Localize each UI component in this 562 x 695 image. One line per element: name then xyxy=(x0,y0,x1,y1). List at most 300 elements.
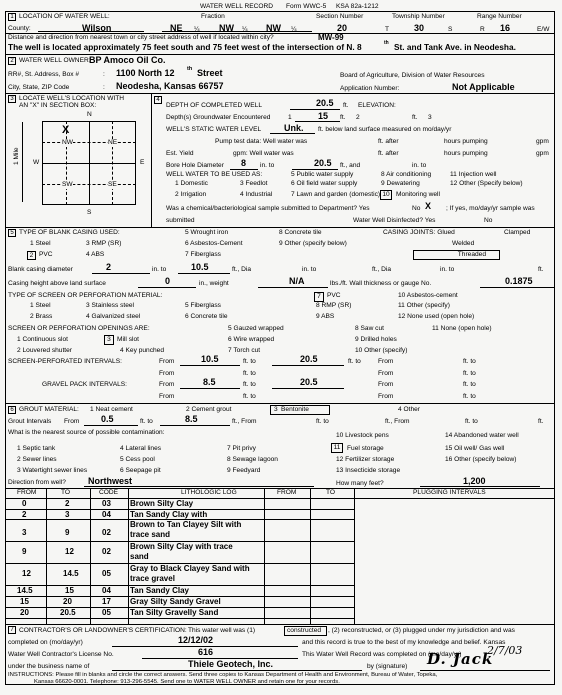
line xyxy=(142,658,298,659)
cert-text-3: This Water Well Record was completed on (mo/day/yr) xyxy=(302,651,462,658)
gauge-value: 0.1875 xyxy=(505,276,533,286)
joint-welded: Welded xyxy=(452,240,475,247)
screen-abs: 9 ABS xyxy=(316,313,335,320)
line xyxy=(112,670,362,671)
line xyxy=(38,31,144,32)
ft-after: ft. after xyxy=(378,150,399,157)
ft-dia: ft., Dia xyxy=(372,266,392,273)
hours-label: hours pumping xyxy=(444,138,488,145)
screen-label: TYPE OF SCREEN OR PERFORATION MATERIAL: xyxy=(8,292,163,299)
mile-bar xyxy=(22,122,23,202)
gw1-label: 1 xyxy=(288,114,292,121)
log-header-pfrom: FROM xyxy=(277,489,297,496)
grout-bentonite: Bentonite xyxy=(281,406,309,413)
log-desc: Gray Silty Sandy Gravel xyxy=(130,597,221,606)
screen-fiberglass: 5 Fiberglass xyxy=(185,302,221,309)
grout-cement: 2 Cement grout xyxy=(186,406,232,413)
distance-label: Distance and direction from nearest town or city street address of well if located within city? xyxy=(8,34,274,41)
location-x: X xyxy=(62,124,70,136)
static-label: WELL'S STATIC WATER LEVEL xyxy=(166,126,262,133)
contam-lateral: 4 Lateral lines xyxy=(120,445,162,452)
west-label: W xyxy=(33,159,40,166)
county-value: Wilson xyxy=(82,23,112,33)
township-label: Township Number xyxy=(392,13,445,20)
casing-steel: 1 Steel xyxy=(30,240,51,247)
ft-to: ft. to xyxy=(243,381,256,388)
direction-label: Direction from well? xyxy=(8,479,66,486)
contam-oilwell: 15 Oil well/ Gas well xyxy=(445,445,505,452)
application-label: Application Number: xyxy=(340,85,400,92)
ft-label: ft. xyxy=(538,266,544,273)
grid-sub xyxy=(42,184,136,185)
perf-none: 11 None (open hole) xyxy=(432,325,492,332)
s1-label: LOCATION OF WATER WELL: xyxy=(19,13,110,20)
perf-mill: Mill slot xyxy=(117,336,139,343)
blank-label: Blank casing diameter xyxy=(8,266,73,273)
perf-mill-circle: 3 xyxy=(104,335,114,345)
gp-label: GRAVEL PACK INTERVALS: xyxy=(42,381,128,388)
ksa-number: KSA 82a-1212 xyxy=(336,3,379,10)
ft-dia: ft., Dia xyxy=(232,266,252,273)
north-label: N xyxy=(87,111,92,118)
log-to: 3 xyxy=(65,510,70,519)
log-code: 17 xyxy=(102,597,111,606)
grid-sub xyxy=(42,142,136,143)
cert-text-2: and this record is true to the best of my knowledge and belief. Kansas xyxy=(302,639,506,646)
range-label: Range Number xyxy=(477,13,522,20)
ft-from: ft., From xyxy=(385,418,410,425)
log-from: 9 xyxy=(22,547,27,556)
address-colon: : xyxy=(103,71,105,78)
t-label: T xyxy=(385,26,390,33)
owner-value: BP Amoco Oil Co. xyxy=(89,55,166,65)
from-label: From xyxy=(64,418,80,425)
ft-to: ft. to xyxy=(316,418,329,425)
cert-constructed-circle: constructed xyxy=(284,626,327,636)
log-to: 20 xyxy=(63,597,72,606)
casing-concrete: 8 Concrete tile xyxy=(279,229,322,236)
weight-value: N/A xyxy=(289,276,305,286)
ft-to: ft. to xyxy=(140,418,153,425)
disinfected: Water Well Disinfected? Yes xyxy=(353,217,436,224)
range-value: 16 xyxy=(500,23,511,33)
casing-pvc: PVC xyxy=(39,251,53,258)
chem-if: ; If yes, mo/day/yr sample was xyxy=(446,205,535,212)
screen-none: 12 None used (open hole) xyxy=(398,313,475,320)
log-header-pto: TO xyxy=(326,489,336,496)
contam-feedyard: 9 Feedyard xyxy=(227,467,261,474)
license-value: 616 xyxy=(198,647,214,657)
contam-sewer: 2 Sewer lines xyxy=(17,456,57,463)
log-desc: trace sand xyxy=(130,530,171,539)
perf-drilled: 9 Drilled holes xyxy=(355,336,397,343)
contam-label: What is the nearest source of possible contamination: xyxy=(8,429,165,436)
use-domestic: 1 Domestic xyxy=(175,180,208,187)
th-sup: th xyxy=(384,40,389,46)
log-desc: Tan Sandy Clay xyxy=(130,586,189,595)
log-from: 12 xyxy=(22,569,31,578)
rule xyxy=(5,93,555,94)
line xyxy=(180,388,240,389)
from-label: From xyxy=(378,358,394,365)
bore-to: 20.5 xyxy=(314,158,332,168)
signature-label: by (signature) xyxy=(367,663,408,670)
s2-number: 2 xyxy=(8,57,16,65)
joint-threaded: Threaded xyxy=(413,250,500,260)
log-to: 2 xyxy=(65,499,70,508)
log-desc: Brown to Tan Clayey Silt with xyxy=(130,520,242,529)
use-dewatering: 9 Dewatering xyxy=(381,180,420,187)
log-header-lithologic: LITHOLOGIC LOG xyxy=(181,489,237,496)
log-header-from: FROM xyxy=(17,489,37,496)
screen-rmp: 8 RMP (SR) xyxy=(316,302,352,309)
screen-other: 11 Other (specify) xyxy=(398,302,450,309)
casing-fiberglass: 7 Fiberglass xyxy=(185,251,221,258)
log-from: 20 xyxy=(20,608,29,617)
grout-bentonite-circle: 3 xyxy=(270,405,330,415)
contam-cess: 5 Cess pool xyxy=(120,456,155,463)
grout-other: 4 Other xyxy=(398,406,420,413)
perf-louvered: 2 Louvered shutter xyxy=(17,347,72,354)
elevation-label: ELEVATION: xyxy=(358,102,396,109)
south-label: S xyxy=(87,209,92,216)
signed-date: 2/7/03 xyxy=(487,644,523,657)
groundwater-label: Depth(s) Groundwater Encountered xyxy=(166,114,271,121)
submitted: submitted xyxy=(166,217,195,224)
instructions-2: Kansas 66620-0001. Telephone: 913-296-5545. Send one to WATER WELL OWNER and retain one for your records. xyxy=(34,679,340,685)
form-number: Form WWC-5 xyxy=(286,3,327,10)
gw2-label: 2 xyxy=(356,114,360,121)
log-from: 3 xyxy=(22,528,27,537)
instructions: INSTRUCTIONS: Please fill in blanks and circle the correct answers. Send three copies to Kansas Department of Health and Environment, Bureau of Water, Topeka, xyxy=(8,672,438,678)
quarter-2: ¼ xyxy=(242,26,248,33)
log-desc: Brown Silty Clay xyxy=(130,499,194,508)
gp-to: 20.5 xyxy=(300,377,318,387)
spi-label: SCREEN-PERFORATED INTERVALS: xyxy=(8,358,122,365)
rule xyxy=(5,624,555,625)
chem-x: X xyxy=(425,201,432,211)
mile-label: 1 Mile xyxy=(13,147,20,165)
spi-from: 10.5 xyxy=(201,354,219,364)
contam-fertilizer: 12 Fertilizer storage xyxy=(336,456,395,463)
license-label: Water Well Contractor's License No. xyxy=(8,651,114,658)
in-weight: in., weight xyxy=(199,280,229,287)
line xyxy=(420,486,540,487)
r-label: R xyxy=(480,26,485,33)
screen-steel: 1 Steel xyxy=(30,302,51,309)
bore-label: Bore Hole Diameter xyxy=(166,162,224,169)
rule xyxy=(151,93,152,227)
static-after: ft. below land surface measured on mo/day/yr xyxy=(318,126,452,133)
direction-value: Northwest xyxy=(88,476,133,486)
log-code: 04 xyxy=(102,586,111,595)
log-desc: Brown Silty Clay with trace xyxy=(130,542,233,551)
casing-label: TYPE OF BLANK CASING USED: xyxy=(19,229,120,236)
address-end: Street xyxy=(197,68,223,78)
log-code: 02 xyxy=(102,528,111,537)
se-label: SE xyxy=(108,181,117,188)
contam-lagoon: 8 Sewage lagoon xyxy=(227,456,278,463)
grout-neat: 1 Neat cement xyxy=(90,406,133,413)
from-label: From xyxy=(159,381,175,388)
in-to: in. to xyxy=(412,162,427,169)
line xyxy=(290,109,340,110)
log-to: 14.5 xyxy=(63,569,79,578)
form-title: WATER WELL RECORD xyxy=(200,3,274,10)
use-lawn: 7 Lawn and garden (domestic) xyxy=(291,191,381,198)
use-industrial: 4 Industrial xyxy=(240,191,273,198)
ft-to: ft. to xyxy=(463,381,476,388)
county-label: County: xyxy=(8,25,31,32)
ew-label: E/W xyxy=(537,26,550,33)
log-desc: trace gravel xyxy=(130,574,175,583)
depth-label: DEPTH OF COMPLETED WELL xyxy=(166,102,262,109)
screen-galvanized: 4 Galvanized steel xyxy=(86,313,141,320)
grout-int-label: Grout Intervals xyxy=(8,418,52,425)
from-label: From xyxy=(378,370,394,377)
perf-other: 10 Other (specify) xyxy=(355,347,408,354)
chem-no: No xyxy=(412,205,421,212)
ft-to: ft. to xyxy=(243,370,256,377)
use-irrigation: 2 Irrigation xyxy=(175,191,207,198)
mw-id: MW-99 xyxy=(318,33,344,42)
contam-fuel: Fuel storage xyxy=(347,445,384,452)
ft-label: ft. xyxy=(412,114,418,121)
log-code: 02 xyxy=(102,547,111,556)
line xyxy=(258,287,328,288)
address-sup: th xyxy=(187,66,193,72)
line xyxy=(480,287,554,288)
use-public: 5 Public water supply xyxy=(291,171,354,178)
rule xyxy=(5,498,555,499)
casing-asbestos: 6 Asbestos-Cement xyxy=(185,240,243,247)
hours-label: hours pumping xyxy=(444,150,488,157)
gp-from: 8.5 xyxy=(203,377,216,387)
line xyxy=(272,388,344,389)
gpm-label: gpm xyxy=(536,150,549,157)
perf-gauzed: 5 Gauzed wrapped xyxy=(228,325,284,332)
contam-insecticide: 13 Insecticide storage xyxy=(336,467,401,474)
line xyxy=(292,169,338,170)
s3-label2: AN "X" IN SECTION BOX: xyxy=(19,102,97,109)
east-label: E xyxy=(140,159,145,166)
business-value: Thiele Geotech, Inc. xyxy=(188,659,274,669)
contam-pit: 7 Pit privy xyxy=(227,445,256,452)
log-to: 12 xyxy=(65,547,74,556)
from-label: From xyxy=(159,370,175,377)
use-label: WELL WATER TO BE USED AS: xyxy=(166,171,263,178)
rule xyxy=(5,227,555,228)
s3-number: 3 xyxy=(8,95,16,103)
log-desc: Gray to Black Clayey Sand with xyxy=(130,564,250,573)
cert-label: CONTRACTOR'S OR LANDOWNER'S CERTIFICATION: xyxy=(19,627,187,634)
cert-text-b: , (2) reconstructed, or (3) plugged under my jurisdiction and was xyxy=(328,627,515,634)
log-from: 15 xyxy=(20,597,29,606)
contam-fuel-circle: 11 xyxy=(331,443,343,453)
log-code: 03 xyxy=(102,499,111,508)
ft-to: ft. to xyxy=(243,393,256,400)
contam-abandoned: 14 Abandoned water well xyxy=(445,432,519,439)
ft-label: ft. xyxy=(538,418,544,425)
line xyxy=(138,287,196,288)
log-code: 05 xyxy=(102,608,111,617)
casing-abs: 4 ABS xyxy=(86,251,105,258)
grout-label: GROUT MATERIAL: xyxy=(19,406,79,413)
contam-seepage: 6 Seepage pit xyxy=(120,467,161,474)
grout-from: 0.5 xyxy=(101,414,114,424)
height-value: 0 xyxy=(165,276,171,286)
township-value: 30 xyxy=(414,23,425,33)
city-value: Neodesha, Kansas 66757 xyxy=(116,81,224,91)
gw1-value: 15 xyxy=(318,111,329,121)
screen-stainless: 3 Stainless steel xyxy=(86,302,135,309)
perf-continuous: 1 Continuous slot xyxy=(17,336,68,343)
rule xyxy=(5,54,555,55)
grid-divider xyxy=(42,163,136,164)
gpm-label: gpm xyxy=(536,138,549,145)
log-from: 2 xyxy=(22,510,27,519)
use-feedlot: 3 Feedlot xyxy=(240,180,268,187)
bore-value: 8 xyxy=(241,158,247,168)
s-label: S xyxy=(448,26,453,33)
spi-to: 20.5 xyxy=(300,354,318,364)
perf-torch: 7 Torch cut xyxy=(228,347,261,354)
line xyxy=(230,169,258,170)
from-label: From xyxy=(159,393,175,400)
in-to: in. to xyxy=(152,266,167,273)
ft-to: ft. to xyxy=(463,370,476,377)
blank-diameter: 2 xyxy=(106,262,112,272)
blank-to: 10.5 xyxy=(191,262,209,272)
s7-number: 7 xyxy=(8,626,16,634)
rule xyxy=(5,618,355,619)
log-from: 0 xyxy=(22,499,27,508)
joints-label: CASING JOINTS: Glued xyxy=(383,229,455,236)
sw-label: SW xyxy=(62,181,73,188)
distance-value: 1,200 xyxy=(463,476,486,486)
cert-text: This water well was (1) xyxy=(188,627,256,634)
s3-label: LOCATE WELL'S LOCATION WITH xyxy=(19,95,125,102)
completed-value: 12/12/02 xyxy=(178,635,214,645)
section-label: Section Number xyxy=(316,13,364,20)
depth-value: 20.5 xyxy=(316,98,334,108)
yield-label: Est. Yield xyxy=(166,150,194,157)
address-value: 1100 North 12 xyxy=(116,68,175,78)
ft-label: ft. xyxy=(340,114,346,121)
fraction-1: NE xyxy=(170,23,183,33)
line xyxy=(162,31,312,32)
contam-septic: 1 Septic tank xyxy=(17,445,56,452)
screen-brass: 2 Brass xyxy=(30,313,53,320)
pump-label: Pump test data: Well water was xyxy=(215,138,308,145)
section-value: 20 xyxy=(337,23,348,33)
use-injection: 11 Injection well xyxy=(450,171,497,178)
height-label: Casing height above land surface xyxy=(8,280,106,287)
line xyxy=(180,365,240,366)
quarter-1: ¼ xyxy=(194,26,200,33)
rule xyxy=(5,403,555,404)
fraction-3: NW xyxy=(266,23,281,33)
static-value: Unk. xyxy=(284,123,304,133)
casing-pvc-circle: 2 xyxy=(27,251,36,260)
city-colon: : xyxy=(103,84,105,91)
city-label: City, State, ZIP Code xyxy=(8,84,70,91)
log-to: 15 xyxy=(65,586,74,595)
log-code: 04 xyxy=(102,510,111,519)
fraction-2: NW xyxy=(219,23,234,33)
application-value: Not Applicable xyxy=(452,82,515,92)
screen-pvc-circle: 7 xyxy=(314,292,324,302)
no-label: No xyxy=(484,217,493,224)
ft-to: ft. to xyxy=(465,418,478,425)
perf-key: 4 Key punched xyxy=(120,347,164,354)
from-label: From xyxy=(159,358,175,365)
use-air: 8 Air conditioning xyxy=(381,171,432,178)
distance-label: How many feet? xyxy=(336,480,384,487)
use-other: 12 Other (Specify below) xyxy=(450,180,523,187)
casing-wrought: 5 Wrought iron xyxy=(185,229,229,236)
owner-label: WATER WELL OWNER: xyxy=(19,57,91,64)
from-label: From xyxy=(378,393,394,400)
log-from: 14.5 xyxy=(17,586,33,595)
ft-label: ft. to xyxy=(348,358,361,365)
ft-label: ft. xyxy=(343,102,349,109)
s4-number: 4 xyxy=(154,96,162,104)
contam-livestock: 10 Livestock pens xyxy=(336,432,389,439)
use-monitoring: Monitoring well xyxy=(396,191,440,198)
quarter-3: ¼ xyxy=(291,26,297,33)
from-label: From xyxy=(378,381,394,388)
chem-label: Was a chemical/bacteriological sample submitted to Department? Yes xyxy=(166,205,370,212)
in-to: in. to xyxy=(302,266,317,273)
line xyxy=(160,425,230,426)
ft-from: ft., From xyxy=(232,418,257,425)
address-label: RR#, St. Address, Box # xyxy=(8,71,80,78)
perf-label: SCREEN OR PERFORATION OPENINGS ARE: xyxy=(8,325,150,332)
yield-gpm: gpm: Well water was xyxy=(233,150,294,157)
perf-wire: 6 Wire wrapped xyxy=(228,336,275,343)
line xyxy=(112,646,298,647)
distance-end: St. and Tank Ave. in Neodesha. xyxy=(394,42,516,52)
screen-pvc: PVC xyxy=(327,292,341,299)
signature: D. Jack xyxy=(427,650,494,668)
line xyxy=(178,273,230,274)
perf-saw: 8 Saw cut xyxy=(355,325,384,332)
s6-number: 6 xyxy=(8,406,16,414)
screen-concrete: 6 Concrete tile xyxy=(185,313,228,320)
line xyxy=(272,365,344,366)
ft-to: ft. to xyxy=(463,358,476,365)
grid-sub xyxy=(112,121,113,205)
ne-label: NE xyxy=(108,139,118,146)
log-desc: sand xyxy=(130,552,149,561)
s5-number: 5 xyxy=(8,229,16,237)
line xyxy=(84,425,138,426)
line xyxy=(420,670,550,671)
line xyxy=(84,486,314,487)
ft-to: ft. to xyxy=(463,393,476,400)
casing-other: 9 Other (specify below) xyxy=(279,240,347,247)
log-code: 05 xyxy=(102,569,111,578)
log-to: 20.5 xyxy=(60,608,76,617)
log-desc: Tan Sandy Clay with xyxy=(130,510,208,519)
ft-and: ft., and xyxy=(340,162,361,169)
line xyxy=(295,121,340,122)
completed-label: completed on (mo/day/yr) xyxy=(8,639,83,646)
contam-watertight: 3 Watertight sewer lines xyxy=(17,467,88,474)
joint-clamped: Clamped xyxy=(504,229,531,236)
log-header-to: TO xyxy=(61,489,71,496)
